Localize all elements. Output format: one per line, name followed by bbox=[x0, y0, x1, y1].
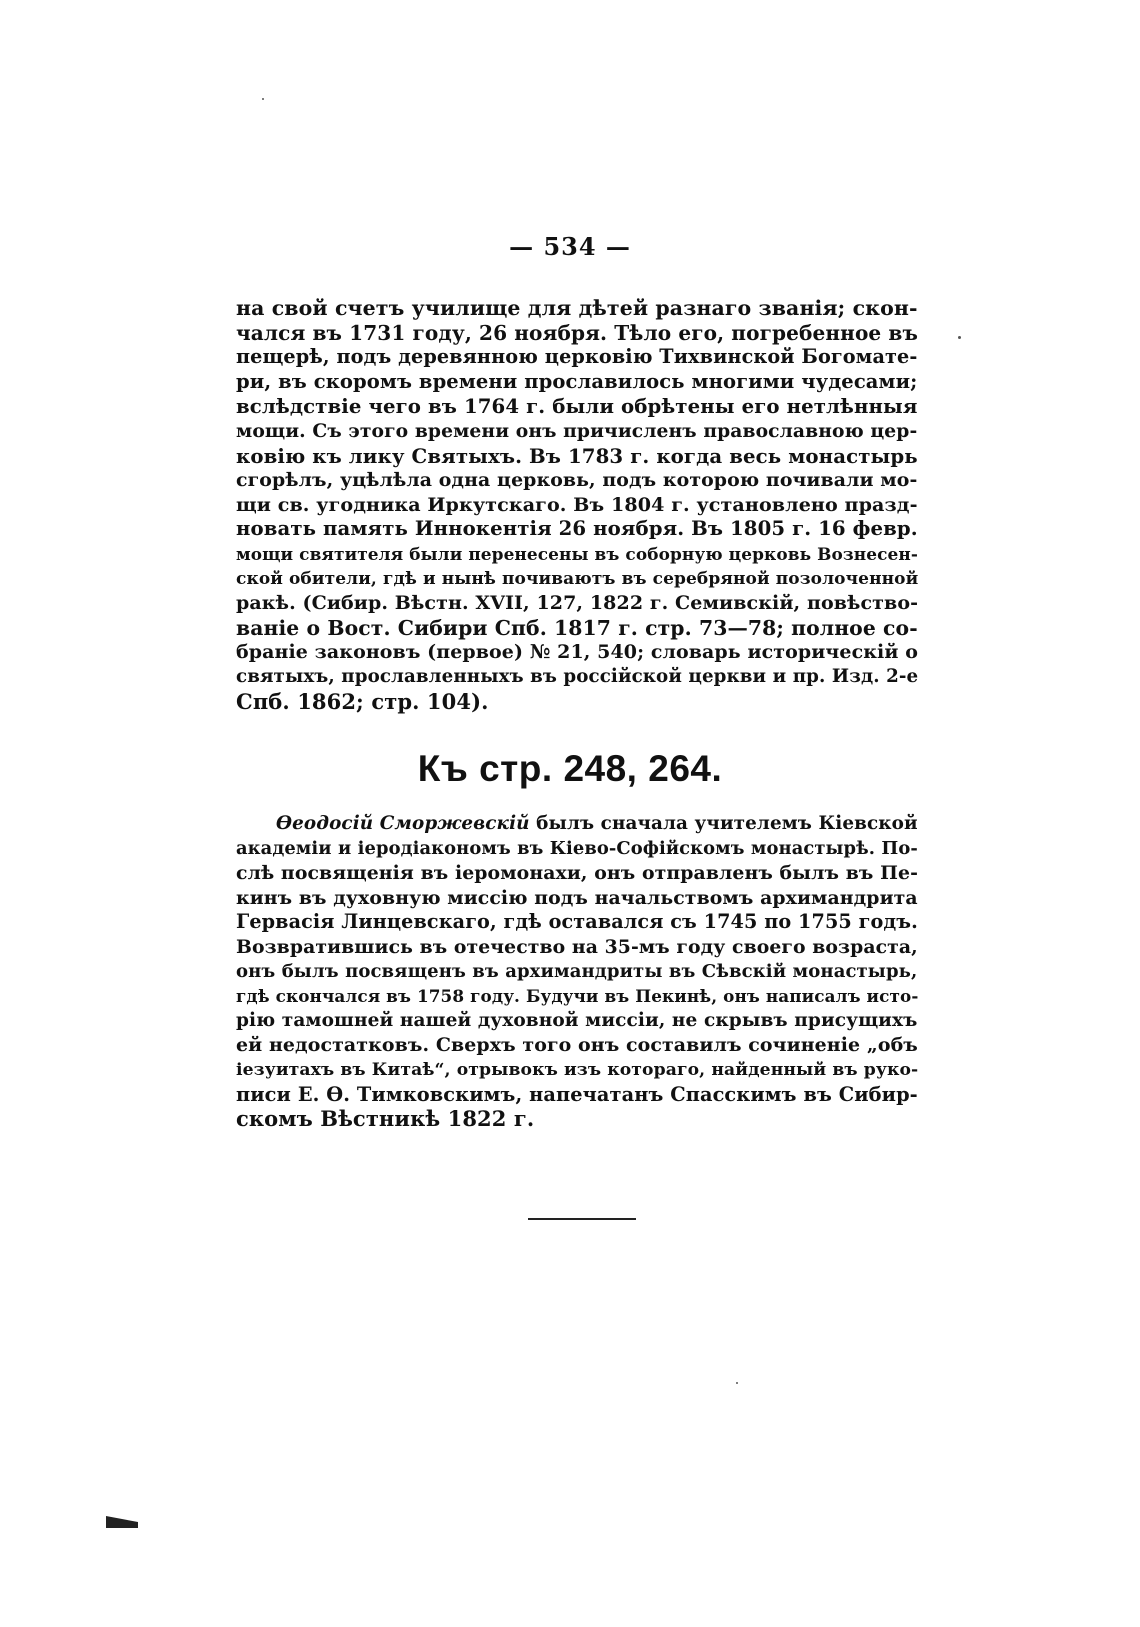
text-line: ской обители, гдѣ и нынѣ почиваютъ въ серебряной позолоченной bbox=[236, 568, 919, 589]
text-line: щи св. угодника Иркутскаго. Въ 1804 г. установлено празд- bbox=[236, 492, 918, 516]
paper-speck bbox=[736, 1382, 738, 1384]
text-line: ри, въ скоромъ времени прославилось многими чудесами; bbox=[236, 369, 918, 393]
text-line: ковію къ лику Святыхъ. Въ 1783 г. когда весь монастырь bbox=[236, 443, 918, 468]
text-line: ракѣ. (Сибир. Вѣстн. XVII, 127, 1822 г. Семивскій, повѣство- bbox=[236, 592, 919, 615]
text-line: браніе законовъ (первое) № 21, 540; словарь историческій о bbox=[236, 641, 918, 664]
text-line: писи Е. Ѳ. Тимковскимъ, напечатанъ Спасскимъ въ Сибир- bbox=[236, 1082, 918, 1106]
text-line: Спб. 1862; стр. 104). bbox=[236, 688, 489, 714]
text-line: сгорѣлъ, уцѣлѣла одна церковь, подъ которою почивали мо- bbox=[236, 469, 918, 492]
text-line: вслѣдствіе чего въ 1764 г. были обрѣтены его нетлѣнныя bbox=[236, 394, 918, 419]
text-line: академіи и іеродіакономъ въ Кіево-Софійскомъ монастырѣ. По- bbox=[236, 837, 918, 859]
text-line-first bbox=[236, 812, 916, 837]
first-line-rest: былъ сначала учителемъ Кіевской bbox=[529, 813, 918, 834]
text-line: мощи святителя были перенесены въ соборную церковь Вознесен- bbox=[236, 543, 918, 564]
text-line: ей недостатковъ. Сверхъ того онъ составилъ сочиненіе „объ bbox=[236, 1034, 918, 1057]
end-rule bbox=[528, 1218, 636, 1220]
text-line: святыхъ, прославленныхъ въ россійской церкви и пр. Изд. 2-е bbox=[236, 665, 919, 687]
text-line: скомъ Вѣстникѣ 1822 г. bbox=[236, 1106, 535, 1132]
corner-mark bbox=[106, 1516, 138, 1528]
text-line: слѣ посвященія въ іеромонахи, онъ отправленъ былъ въ Пе- bbox=[236, 862, 918, 885]
text-line: пещерѣ, подъ деревянною церковію Тихвинской Богомате- bbox=[236, 345, 918, 369]
paper-speck bbox=[262, 98, 264, 100]
paper-speck bbox=[958, 336, 961, 339]
text-block-2 bbox=[236, 812, 919, 1132]
text-line: гдѣ скончался въ 1758 году. Будучи въ Пекинѣ, онъ написалъ исто- bbox=[236, 986, 919, 1007]
text-line: Гервасія Линцевскаго, гдѣ оставался съ 1745 по 1755 годъ. bbox=[236, 910, 918, 934]
text-line: чался въ 1731 году, 26 ноября. Тѣло его, погребенное въ bbox=[236, 320, 918, 345]
text-line: онъ былъ посвященъ въ архимандриты въ Сѣвскій монастырь, bbox=[236, 960, 918, 982]
text-line: рію тамошней нашей духовной миссіи, не скрывъ присущихъ bbox=[236, 1009, 918, 1031]
section-heading: Къ стр. 248, 264. bbox=[417, 748, 723, 789]
page-number: — 534 — bbox=[509, 232, 631, 261]
text-line: мощи. Съ этого времени онъ причисленъ православною цер- bbox=[236, 419, 918, 442]
text-line: Возвратившись въ отечество на 35-мъ году своего возраста, bbox=[236, 935, 918, 958]
text-line: іезуитахъ въ Китаѣ“, отрывокъ изъ котораго, найденный въ руко- bbox=[236, 1059, 919, 1080]
text-line: на свой счетъ училище для дѣтей разнаго званія; скон- bbox=[236, 296, 918, 320]
text-line: ваніе о Вост. Сибири Спб. 1817 г. стр. 73—78; полное со- bbox=[236, 615, 918, 640]
text-block-1 bbox=[236, 296, 919, 714]
author-name: Ѳеодосій Сморжевскій bbox=[276, 813, 530, 834]
text-line: новать память Иннокентія 26 ноября. Въ 1805 г. 16 февр. bbox=[236, 517, 918, 541]
text-line: кинъ въ духовную миссію подъ начальствомъ архимандрита bbox=[236, 886, 918, 909]
